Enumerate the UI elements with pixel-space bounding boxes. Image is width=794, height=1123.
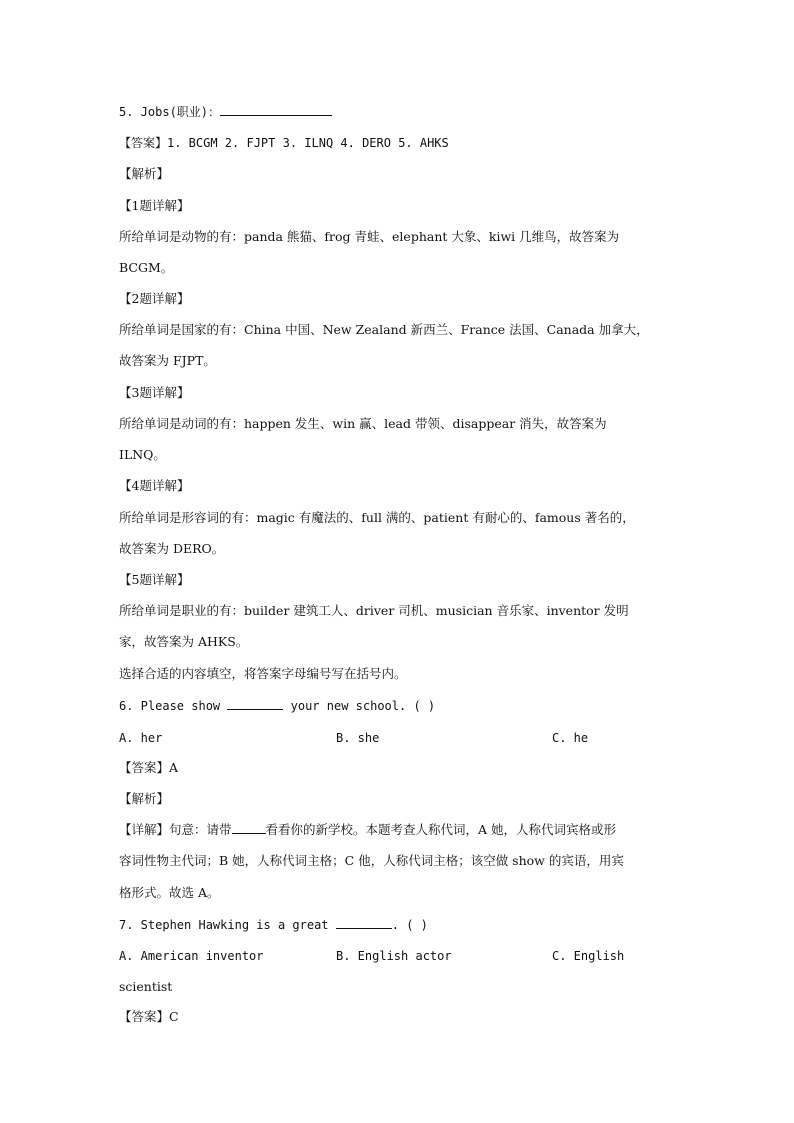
q7-answer-blank bbox=[336, 917, 392, 929]
q7-stem bbox=[119, 917, 428, 933]
q7-option-c: C. English bbox=[552, 949, 625, 963]
q5-detail-3-line-1: 所给单词是动词的有：happen 发生、win 赢、lead 带领、disappear 消失，故答案为 bbox=[119, 416, 607, 431]
q6-stem-after: your new school. ( ) bbox=[290, 699, 436, 713]
q7-option-b: B. English actor bbox=[336, 949, 452, 963]
q7-option-c-wrap: scientist bbox=[119, 979, 173, 994]
q5-detail-1-line-2: BCGM。 bbox=[119, 260, 174, 275]
q5-detail-1-line-1: 所给单词是动物的有：panda 熊猫、frog 青蛙、elephant 大象、kiwi 几维鸟，故答案为 bbox=[119, 229, 620, 244]
q6-answer: 【答案】A bbox=[119, 760, 179, 775]
q5-answer-blank bbox=[220, 104, 332, 116]
q5-detail-4-line-2: 故答案为 DERO。 bbox=[119, 541, 225, 556]
q5-stem-text: 5. Jobs(职业)： bbox=[119, 105, 221, 119]
q6-analysis-heading: 【解析】 bbox=[119, 791, 170, 806]
q6-stem-before: 6. Please show bbox=[119, 699, 221, 713]
q5-detail-2-heading: 【2题详解】 bbox=[119, 291, 190, 306]
q5-detail-4-heading: 【4题详解】 bbox=[119, 478, 190, 493]
q5-detail-5-line-1: 所给单词是职业的有：builder 建筑工人、driver 司机、musician 音乐家、inventor 发明 bbox=[119, 603, 629, 618]
q5-detail-4-line-1: 所给单词是形容词的有：magic 有魔法的、full 满的、patient 有耐心的、famous 著名的， bbox=[119, 510, 635, 525]
q5-detail-2-line-1: 所给单词是国家的有：China 中国、New Zealand 新西兰、France 法国、Canada 加拿大， bbox=[119, 322, 649, 337]
q6-option-c: C. he bbox=[552, 731, 589, 745]
q6-detail-after: 看看你的新学校。本题考查人称代词，A 她，人称代词宾格或形 bbox=[265, 822, 617, 837]
q6-option-b: B. she bbox=[336, 731, 380, 745]
q7-stem-after: . ( ) bbox=[391, 918, 428, 932]
q5-detail-2-line-2: 故答案为 FJPT。 bbox=[119, 353, 216, 368]
q6-detail-blank bbox=[232, 822, 266, 834]
q6-detail-line-3: 格形式。故选 A。 bbox=[119, 885, 220, 900]
section-instruction: 选择合适的内容填空，将答案字母编号写在括号内。 bbox=[119, 666, 407, 681]
q5-detail-5-line-2: 家，故答案为 AHKS。 bbox=[119, 634, 249, 649]
q6-detail-line-2: 容词性物主代词；B 她，人称代词主格；C 他，人称代词主格；该空做 show 的宾语，用宾 bbox=[119, 853, 624, 868]
q5-stem bbox=[119, 104, 332, 120]
q6-option-a: A. her bbox=[119, 731, 163, 745]
q5-analysis-heading: 【解析】 bbox=[119, 166, 170, 181]
q5-detail-1-heading: 【1题详解】 bbox=[119, 198, 190, 213]
q6-stem bbox=[119, 698, 435, 714]
q7-answer: 【答案】C bbox=[119, 1009, 179, 1024]
q7-option-a: A. American inventor bbox=[119, 949, 264, 963]
q6-answer-blank bbox=[227, 698, 283, 710]
q7-stem-before: 7. Stephen Hawking is a great bbox=[119, 918, 329, 932]
q5-detail-3-line-2: ILNQ。 bbox=[119, 447, 166, 462]
q6-detail-before: 【详解】句意：请带 bbox=[119, 822, 232, 837]
q5-detail-5-heading: 【5题详解】 bbox=[119, 572, 190, 587]
q5-answer: 【答案】1. BCGM 2. FJPT 3. ILNQ 4. DERO 5. AHKS bbox=[119, 136, 449, 150]
q6-detail-line-1 bbox=[119, 822, 616, 838]
q5-detail-3-heading: 【3题详解】 bbox=[119, 385, 190, 400]
